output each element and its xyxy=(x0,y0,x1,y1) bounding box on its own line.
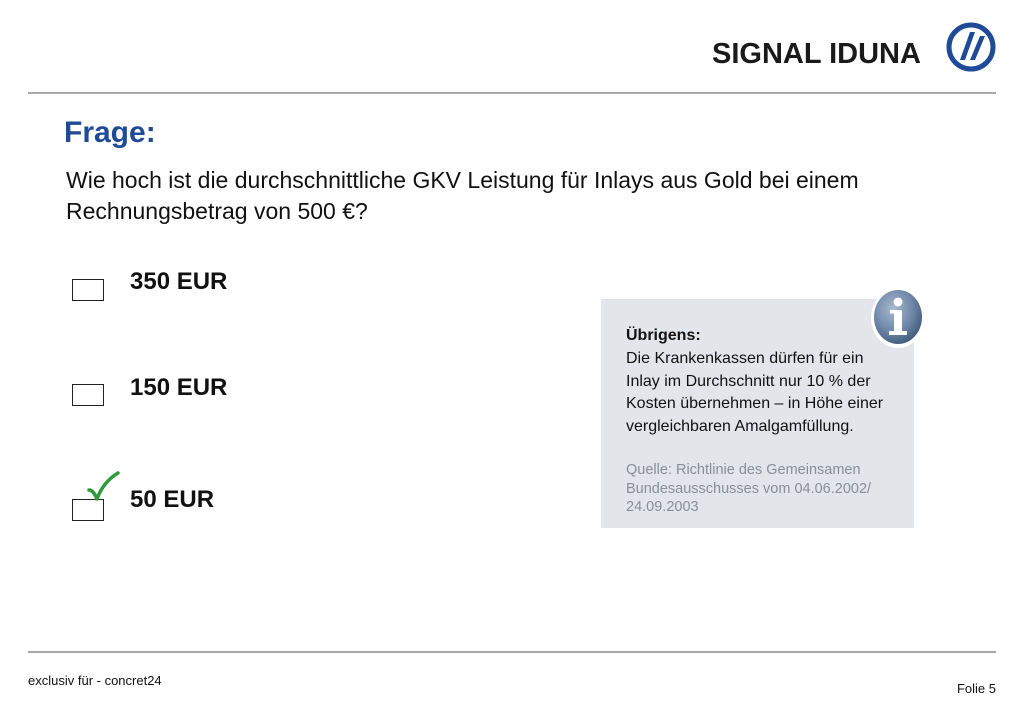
logo-text: SIGNAL IDUNA xyxy=(712,38,921,70)
checkbox-unchecked[interactable] xyxy=(72,279,104,301)
footer-divider xyxy=(28,651,996,653)
checkmark-icon xyxy=(86,470,120,504)
slide-number: Folie 5 xyxy=(956,681,996,696)
question-text: Wie hoch ist die durchschnittliche GKV Leistung für Inlays aus Gold bei einem Rechnungsbetrag von 500 €? xyxy=(66,167,859,224)
footer-note: exclusiv für - concret24 xyxy=(28,673,162,688)
slide-title: Frage: xyxy=(64,116,156,149)
option-label: 350 EUR xyxy=(130,268,228,295)
info-body: Die Krankenkassen dürfen für ein Inlay im Durchschnitt nur 10 % der Kosten übernehmen – in Höhe einer vergleichbaren Amalgamfüllung. xyxy=(626,350,884,435)
option-label: 150 EUR xyxy=(130,374,228,401)
info-heading: Übrigens: xyxy=(626,327,701,344)
info-icon xyxy=(869,285,927,349)
option-label: 50 EUR xyxy=(130,486,215,513)
info-box xyxy=(601,299,914,528)
header-divider xyxy=(28,92,996,94)
signal-iduna-logo-icon xyxy=(946,22,996,72)
info-source: Quelle: Richtlinie des Gemeinsamen Bundesausschusses vom 04.06.2002/ 24.09.2003 xyxy=(626,462,872,515)
checkbox-unchecked[interactable] xyxy=(72,384,104,406)
